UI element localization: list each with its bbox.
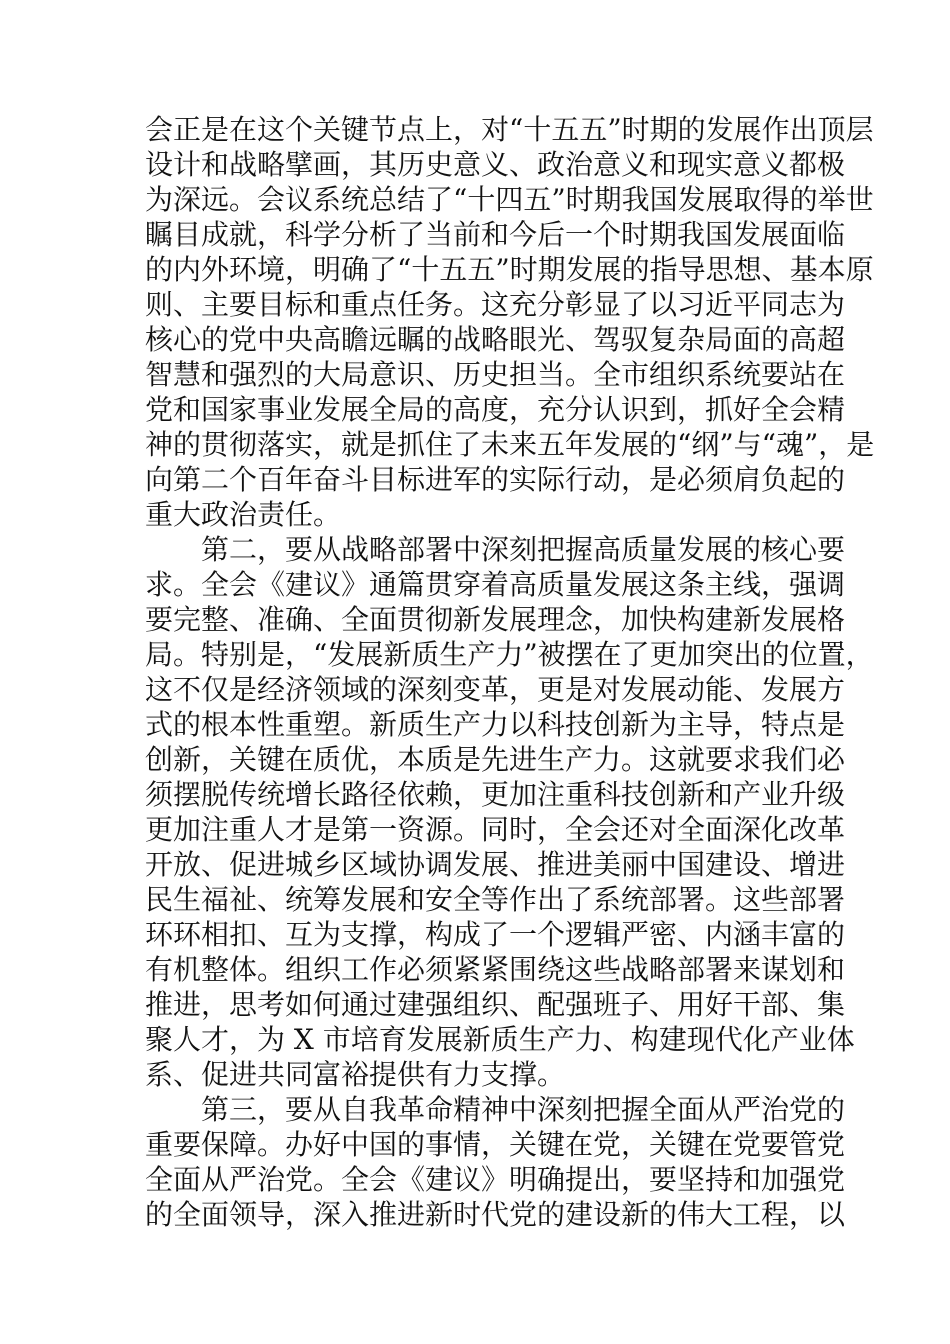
text-line: 这不仅是经济领域的深刻变革，更是对发展动能、发展方 bbox=[145, 673, 846, 706]
text-line: 聚人才，为 X 市培育发展新质生产力、构建现代化产业体 bbox=[145, 1023, 855, 1056]
text-line: 式的根本性重塑。新质生产力以科技创新为主导，特点是 bbox=[145, 708, 846, 741]
text-line: 第二，要从战略部署中深刻把握高质量发展的核心要 bbox=[201, 533, 846, 566]
text-line: 重要保障。办好中国的事情，关键在党，关键在党要管党 bbox=[145, 1128, 846, 1161]
text-line: 向第二个百年奋斗目标进军的实际行动，是必须肩负起的 bbox=[145, 463, 846, 496]
text-line: 环环相扣、互为支撑，构成了一个逻辑严密、内涵丰富的 bbox=[145, 918, 846, 951]
text-line: 核心的党中央高瞻远瞩的战略眼光、驾驭复杂局面的高超 bbox=[145, 323, 846, 356]
text-line: 创新，关键在质优，本质是先进生产力。这就要求我们必 bbox=[145, 743, 846, 776]
body-text bbox=[145, 112, 875, 1232]
text-line: 全面从严治党。全会《建议》明确提出，要坚持和加强党 bbox=[145, 1163, 846, 1196]
text-line: 第三，要从自我革命精神中深刻把握全面从严治党的 bbox=[201, 1093, 846, 1126]
text-line: 党和国家事业发展全局的高度，充分认识到，抓好全会精 bbox=[145, 393, 846, 426]
text-line: 局。特别是，“发展新质生产力”被摆在了更加突出的位置， bbox=[145, 638, 874, 671]
paragraph-2 bbox=[145, 532, 874, 1092]
text-line: 有机整体。组织工作必须紧紧围绕这些战略部署来谋划和 bbox=[145, 953, 846, 986]
text-line: 智慧和强烈的大局意识、历史担当。全市组织系统要站在 bbox=[145, 358, 846, 391]
text-line: 瞩目成就，科学分析了当前和今后一个时期我国发展面临 bbox=[145, 218, 846, 251]
text-line: 则、主要目标和重点任务。这充分彰显了以习近平同志为 bbox=[145, 288, 846, 321]
paragraph-1-continued bbox=[145, 112, 875, 532]
text-line: 求。全会《建议》通篇贯穿着高质量发展这条主线，强调 bbox=[145, 568, 846, 601]
text-line: 开放、促进城乡区域协调发展、推进美丽中国建设、增进 bbox=[145, 848, 846, 881]
text-line: 的全面领导，深入推进新时代党的建设新的伟大工程，以 bbox=[145, 1198, 846, 1231]
text-line: 推进，思考如何通过建强组织、配强班子、用好干部、集 bbox=[145, 988, 846, 1021]
text-line: 为深远。会议系统总结了“十四五”时期我国发展取得的举世 bbox=[145, 183, 874, 216]
paragraph-3 bbox=[145, 1092, 846, 1232]
text-line: 的内外环境，明确了“十五五”时期发展的指导思想、基本原 bbox=[145, 253, 874, 286]
text-line: 会正是在这个关键节点上，对“十五五”时期的发展作出顶层 bbox=[145, 113, 874, 146]
text-line: 系、促进共同富裕提供有力支撑。 bbox=[145, 1058, 566, 1091]
text-line: 须摆脱传统增长路径依赖，更加注重科技创新和产业升级 bbox=[145, 778, 846, 811]
text-line: 更加注重人才是第一资源。同时，全会还对全面深化改革 bbox=[145, 813, 846, 846]
text-line: 设计和战略擘画，其历史意义、政治意义和现实意义都极 bbox=[145, 148, 846, 181]
text-line: 要完整、准确、全面贯彻新发展理念，加快构建新发展格 bbox=[145, 603, 846, 636]
text-line: 民生福祉、统筹发展和安全等作出了系统部署。这些部署 bbox=[145, 883, 846, 916]
text-line: 重大政治责任。 bbox=[145, 498, 342, 531]
text-line: 神的贯彻落实，就是抓住了未来五年发展的“纲”与“魂”，是 bbox=[145, 428, 875, 461]
